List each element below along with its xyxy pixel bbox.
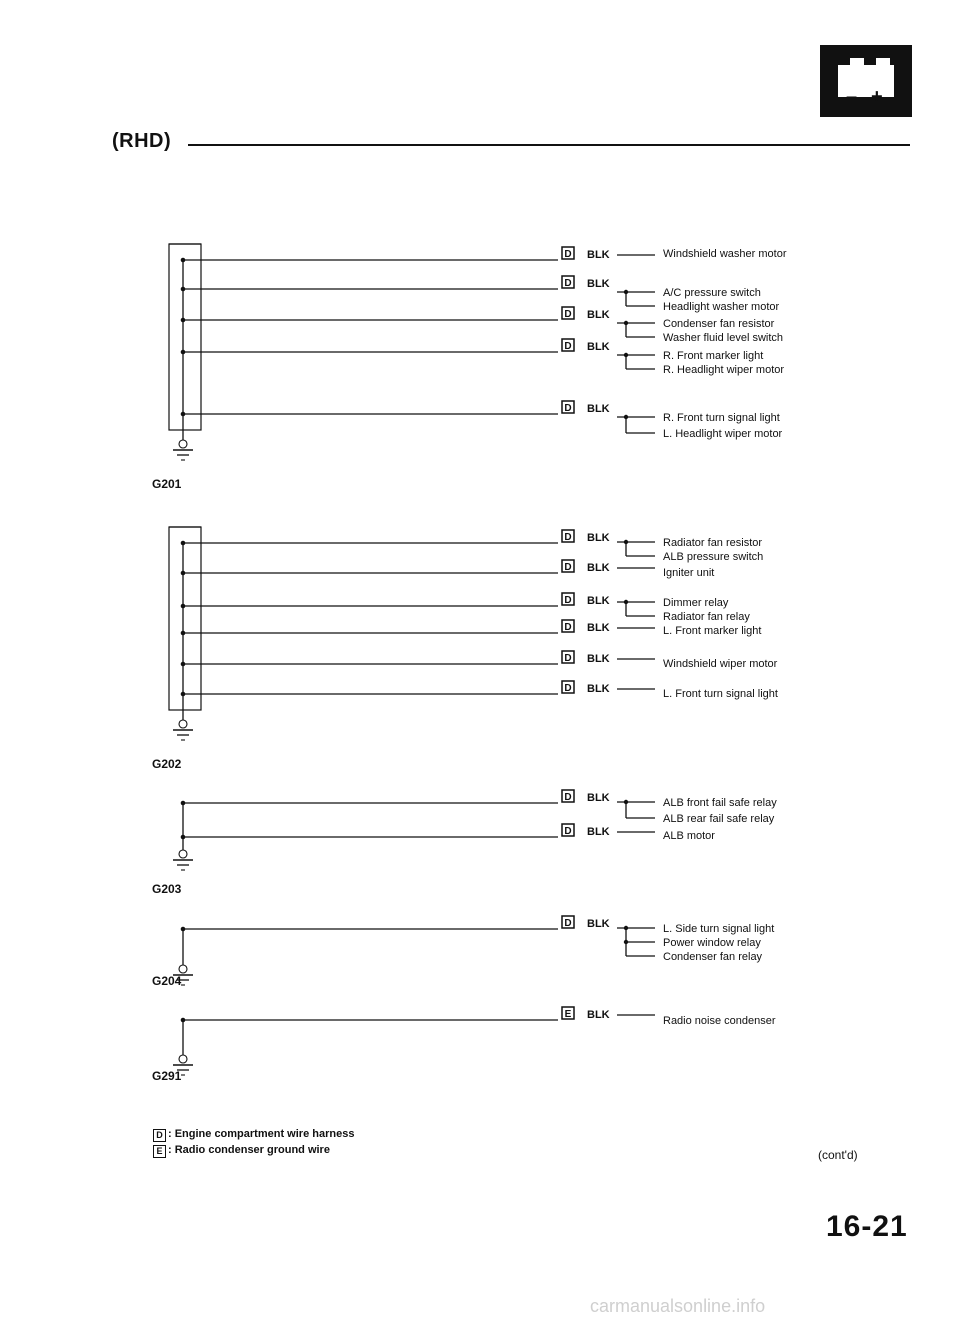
- component-label: Headlight washer motor: [663, 301, 780, 313]
- component-label: A/C pressure switch: [663, 287, 761, 299]
- section-title: (RHD): [112, 130, 172, 152]
- connector-letter: D: [564, 341, 572, 352]
- wire-color-label: BLK: [587, 341, 610, 353]
- battery-minus-sign: –: [846, 86, 858, 108]
- ground-eyelet-icon: [179, 850, 187, 858]
- component-label: Dimmer relay: [663, 597, 729, 609]
- legend-text-e: : Radio condenser ground wire: [168, 1144, 330, 1156]
- component-label: L. Front turn signal light: [663, 688, 778, 700]
- component-label: Radio noise condenser: [663, 1015, 776, 1027]
- connector-letter: D: [564, 683, 572, 694]
- component-label: ALB front fail safe relay: [663, 797, 777, 809]
- splice-dot: [181, 350, 186, 355]
- splice-dot: [181, 571, 186, 576]
- connector-letter: D: [564, 653, 572, 664]
- connector-letter: D: [564, 249, 572, 260]
- wire-color-label: BLK: [587, 826, 610, 838]
- ground-label: G202: [152, 757, 182, 771]
- component-label: Condenser fan relay: [663, 951, 763, 963]
- connector-letter: D: [564, 792, 572, 803]
- ground-eyelet-icon: [179, 1055, 187, 1063]
- component-label: Power window relay: [663, 937, 761, 949]
- wire-color-label: BLK: [587, 1009, 610, 1021]
- component-label: R. Headlight wiper motor: [663, 364, 785, 376]
- splice-dot: [181, 631, 186, 636]
- component-label: ALB pressure switch: [663, 551, 764, 563]
- component-label: Radiator fan relay: [663, 611, 750, 623]
- battery-plus-sign: +: [871, 86, 883, 108]
- component-label: R. Front marker light: [663, 350, 764, 362]
- connector-letter: D: [564, 918, 572, 929]
- ground-label: G203: [152, 882, 182, 896]
- connector-letter: D: [564, 403, 572, 414]
- component-label: L. Front marker light: [663, 625, 762, 637]
- ground-eyelet-icon: [179, 965, 187, 973]
- splice-dot: [181, 1018, 186, 1023]
- splice-dot: [181, 258, 186, 263]
- wire-color-label: BLK: [587, 918, 610, 930]
- splice-dot: [181, 541, 186, 546]
- component-label: L. Headlight wiper motor: [663, 428, 783, 440]
- wire-color-label: BLK: [587, 683, 610, 695]
- connector-letter: E: [564, 1009, 572, 1020]
- component-label: ALB rear fail safe relay: [663, 813, 775, 825]
- splice-dot: [181, 835, 186, 840]
- wire-color-label: BLK: [587, 532, 610, 544]
- ground-label: G291: [152, 1069, 182, 1083]
- wire-color-label: BLK: [587, 249, 610, 261]
- ground-label: G204: [152, 974, 182, 988]
- component-label: Windshield washer motor: [663, 248, 787, 260]
- watermark: carmanualsonline.info: [590, 1296, 766, 1316]
- wire-color-label: BLK: [587, 309, 610, 321]
- wire-color-label: BLK: [587, 595, 610, 607]
- legend-item-e: [153, 1144, 330, 1158]
- shield-box: [169, 527, 201, 710]
- ground-eyelet-icon: [179, 720, 187, 728]
- splice-dot: [181, 412, 186, 417]
- wire-color-label: BLK: [587, 562, 610, 574]
- component-label: Windshield wiper motor: [663, 658, 778, 670]
- wire-color-label: BLK: [587, 403, 610, 415]
- component-label: Condenser fan resistor: [663, 318, 775, 330]
- page-number: 16-21: [826, 1210, 908, 1243]
- component-label: Radiator fan resistor: [663, 537, 763, 549]
- splice-dot: [624, 940, 628, 944]
- ground-label: G201: [152, 477, 182, 491]
- connector-letter: D: [564, 532, 572, 543]
- connector-letter: D: [564, 595, 572, 606]
- splice-dot: [181, 927, 186, 932]
- connector-e-box: E: [153, 1145, 166, 1158]
- splice-dot: [181, 604, 186, 609]
- splice-dot: [181, 318, 186, 323]
- legend-text-d: : Engine compartment wire harness: [168, 1128, 355, 1140]
- ground-eyelet-icon: [179, 440, 187, 448]
- component-label: Washer fluid level switch: [663, 332, 784, 344]
- wire-color-label: BLK: [587, 622, 610, 634]
- connector-letter: D: [564, 562, 572, 573]
- component-label: R. Front turn signal light: [663, 412, 780, 424]
- connector-letter: D: [564, 826, 572, 837]
- wire-color-label: BLK: [587, 653, 610, 665]
- wire-color-label: BLK: [587, 792, 610, 804]
- splice-dot: [181, 662, 186, 667]
- connector-letter: D: [564, 278, 572, 289]
- component-label: L. Side turn signal light: [663, 923, 775, 935]
- splice-dot: [181, 692, 186, 697]
- connector-letter: D: [564, 309, 572, 320]
- connector-letter: D: [564, 622, 572, 633]
- continued-label: (cont'd): [818, 1148, 858, 1162]
- component-label: ALB motor: [663, 830, 715, 842]
- splice-dot: [181, 287, 186, 292]
- shield-box: [169, 244, 201, 430]
- component-label: Igniter unit: [663, 567, 715, 579]
- wire-color-label: BLK: [587, 278, 610, 290]
- connector-d-box: D: [153, 1129, 166, 1142]
- legend-item-d: [153, 1128, 354, 1142]
- splice-dot: [181, 801, 186, 806]
